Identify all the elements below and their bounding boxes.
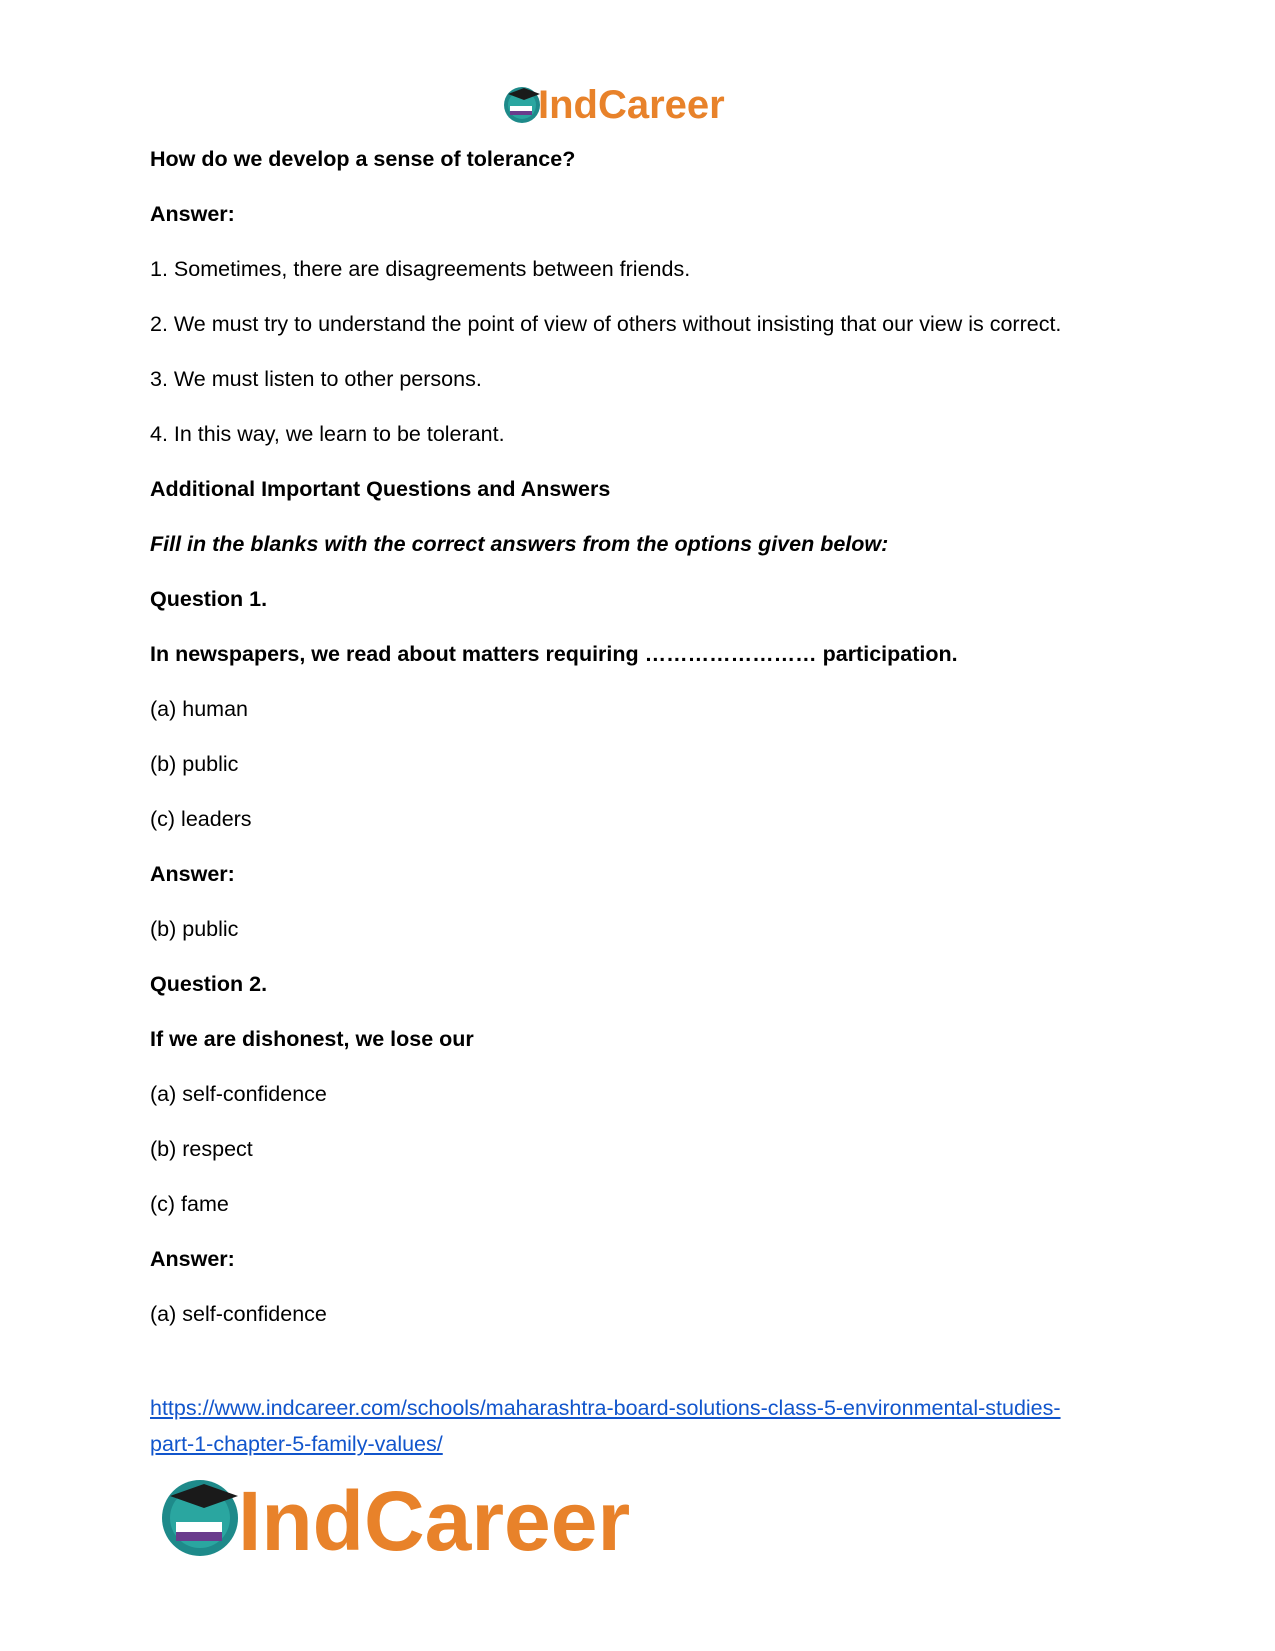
instruction-text: Fill in the blanks with the correct answers from the options given below:: [150, 532, 889, 556]
question-1-text: In newspapers, we read about matters requiring …………………… participation.: [150, 642, 958, 666]
source-link-line-1: https://www.indcareer.com/schools/maharashtra-board-solutions-class-5-environmental-studies-: [150, 1396, 1061, 1420]
indcareer-logo-bottom: [160, 1472, 700, 1562]
source-link-block: [150, 1390, 1150, 1462]
indcareer-logo-top: [500, 80, 770, 128]
question-1-answer: (b) public: [150, 917, 239, 941]
question-2-option-c: (c) fame: [150, 1192, 229, 1216]
section-heading: Additional Important Questions and Answers: [150, 477, 611, 501]
question-2-option-a: (a) self-confidence: [150, 1082, 327, 1106]
source-link[interactable]: [150, 1396, 1061, 1456]
question-2-text: If we are dishonest, we lose our: [150, 1027, 474, 1051]
question-2-answer: (a) self-confidence: [150, 1302, 327, 1326]
answer-point-4: 4. In this way, we learn to be tolerant.: [150, 422, 505, 446]
document-body: [150, 146, 1150, 1356]
main-question: How do we develop a sense of tolerance?: [150, 147, 576, 171]
question-1-label: Question 1.: [150, 587, 268, 611]
question-2-answer-label: Answer:: [150, 1247, 235, 1271]
answer-point-2: 2. We must try to understand the point of view of others without insisting that our view is correct.: [150, 312, 1062, 336]
question-2-option-b: (b) respect: [150, 1137, 253, 1161]
question-1-option-a: (a) human: [150, 697, 248, 721]
question-1-option-c: (c) leaders: [150, 807, 252, 831]
answer-label: Answer:: [150, 202, 235, 226]
question-1-answer-label: Answer:: [150, 862, 235, 886]
answer-point-3: 3. We must listen to other persons.: [150, 367, 482, 391]
source-link-line-2: part-1-chapter-5-family-values/: [150, 1432, 443, 1456]
logo-top-text: IndCareer: [538, 83, 725, 127]
answer-point-1: 1. Sometimes, there are disagreements between friends.: [150, 257, 691, 281]
logo-bottom-text: IndCareer: [238, 1474, 631, 1562]
question-2-label: Question 2.: [150, 972, 268, 996]
question-1-option-b: (b) public: [150, 752, 239, 776]
